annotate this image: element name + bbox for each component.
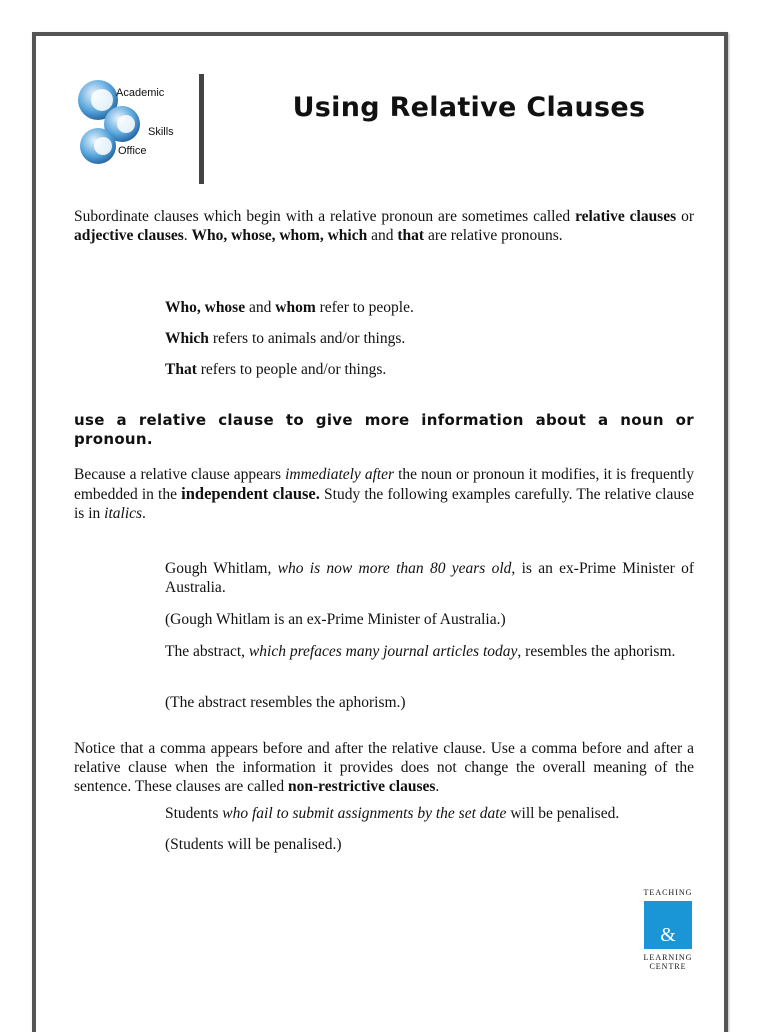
tlc-learning: LEARNING: [643, 953, 693, 962]
example-1: [165, 559, 694, 597]
example-3: [165, 804, 694, 823]
header-divider: [199, 74, 204, 184]
teaching-learning-centre-logo: [640, 888, 696, 971]
section-heading: use a relative clause to give more information about a noun or pronoun.: [74, 411, 694, 448]
pronoun-that-bold: That: [165, 361, 197, 378]
term-independent-clause: independent clause.: [181, 484, 320, 503]
embedded-text-2: the noun or pronoun it modifies, it is frequently embedded in the: [74, 466, 694, 503]
notice-text-1: Notice that a comma appears before and after the relative clause. Use a comma before and after a relative clause when the information it provides does not change the overall meaning of the sentence. These clauses are called: [74, 740, 694, 795]
academic-skills-office-logo: [76, 76, 196, 168]
intro-text-5: are relative pronouns.: [424, 227, 563, 244]
example-2-end: , resembles the aphorism.: [517, 643, 676, 660]
pronoun-who-mid: and: [245, 299, 276, 316]
pronoun-which: [165, 329, 694, 348]
page-frame: [32, 32, 728, 1032]
example-1-start: Gough Whitlam,: [165, 560, 278, 577]
example-2-note: (The abstract resembles the aphorism.): [165, 694, 406, 711]
intro-text-2: or: [676, 208, 694, 225]
example-3-start: Students: [165, 805, 223, 822]
tlc-teaching: TEACHING: [643, 888, 693, 897]
term-adjective-clauses: adjective clauses: [74, 227, 184, 244]
embedded-italic-2: italics: [104, 505, 143, 522]
notice-text-2: .: [435, 778, 440, 795]
logo-word-academic: Academic: [116, 87, 165, 99]
example-2-start: The abstract,: [165, 643, 249, 660]
page-title: Using Relative Clauses: [292, 92, 646, 123]
logo-word-skills: Skills: [148, 126, 174, 138]
term-pronouns: Who, whose, whom, which: [191, 227, 368, 244]
embedded-text-3: Study the following examples carefully. The relative clause is in: [74, 486, 694, 522]
pronoun-whom-bold: whom: [275, 299, 316, 316]
example-2-clause: which prefaces many journal articles today: [248, 643, 518, 660]
embedded-italic-1: immediately after: [285, 466, 395, 483]
intro-text-3: .: [183, 227, 192, 244]
pronoun-that-rest: refers to people and/or things.: [196, 361, 387, 378]
term-that: that: [397, 227, 425, 244]
pronoun-which-rest: refers to animals and/or things.: [208, 330, 406, 347]
tlc-centre: CENTRE: [649, 962, 687, 971]
intro-paragraph: [74, 207, 694, 245]
example-2: [165, 642, 694, 661]
pronoun-that: [165, 360, 694, 379]
term-non-restrictive: non-restrictive clauses: [288, 778, 436, 795]
example-1-note: (Gough Whitlam is an ex-Prime Minister of Australia.): [165, 611, 506, 628]
embedded-text-4: .: [142, 505, 146, 522]
term-relative-clauses: relative clauses: [575, 208, 677, 225]
pronoun-who: [165, 298, 694, 317]
logo-word-office: Office: [118, 145, 147, 157]
pronoun-who-rest: refer to people.: [315, 299, 414, 316]
intro-text-4: and: [367, 227, 398, 244]
example-3-note: (Students will be penalised.): [165, 836, 342, 853]
example-1-clause: who is now more than 80 years old: [277, 560, 512, 577]
tlc-ampersand: &: [660, 924, 676, 946]
pronoun-who-bold: Who, whose: [165, 299, 246, 316]
intro-text-1: Subordinate clauses which begin with a relative pronoun are sometimes called: [74, 208, 576, 225]
tlc-blue-box: [644, 901, 692, 949]
embedded-text-1: Because a relative clause appears: [74, 466, 286, 483]
example-3-end: will be penalised.: [506, 805, 620, 822]
embedded-paragraph: [74, 465, 694, 523]
example-1-end: , is an ex-Prime Minister of Australia.: [165, 560, 694, 596]
pronoun-which-bold: Which: [165, 330, 209, 347]
example-3-clause: who fail to submit assignments by the set date: [222, 805, 507, 822]
notice-paragraph: [74, 739, 694, 796]
